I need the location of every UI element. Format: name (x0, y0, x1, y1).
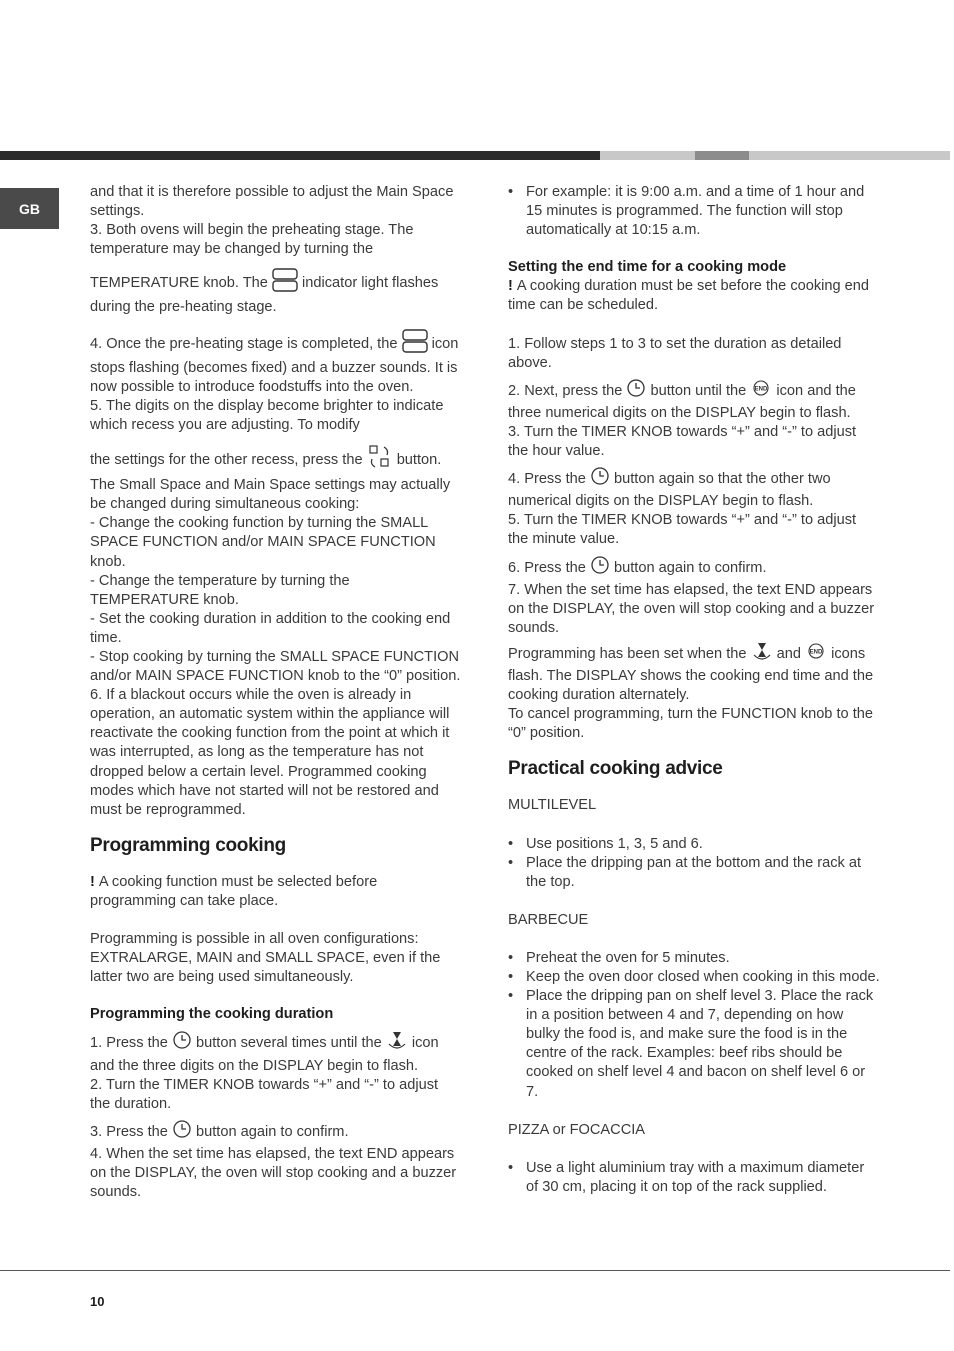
step: 2. Next, press the button until the END icon and the three numerical digits on the DISPLAY begin to flash. (508, 378, 880, 423)
paragraph: - Change the temperature by turning the TEMPERATURE knob. (90, 572, 350, 608)
header-bar-segment (695, 151, 749, 160)
hourglass-icon (751, 641, 773, 667)
subsection-heading: Setting the end time for a cooking mode (508, 259, 787, 276)
double-oven-icon (272, 268, 298, 298)
header-bar-segment (600, 151, 695, 160)
paragraph: - Set the cooking duration in addition to the cooking end time. (90, 610, 451, 646)
header-bar (0, 151, 600, 160)
category-label: PIZZA or FOCACCIA (508, 1121, 646, 1138)
paragraph: 4. Once the pre-heating stage is completed, the icon stops flashing (becomes fixed) and a buzzer sounds. It is now possible to introduce foodstuffs into the oven. (90, 329, 462, 397)
list-item: • Place the dripping pan on shelf level 3. Place the rack in a position between 4 and 7, depending on how bulky the food is, and make sure the food is in the centre of the rack. Examples: beef ribs should be cooked on shelf level 4 and bacon on shelf level 6 or 7. (508, 987, 880, 1102)
category-label: BARBECUE (508, 911, 589, 928)
subsection-heading: Programming the cooking duration (90, 1006, 334, 1023)
list-item: • Preheat the oven for 5 minutes. (508, 949, 880, 968)
section-heading: Practical cooking advice (508, 758, 723, 780)
paragraph: - Change the cooking function by turning the SMALL SPACE FUNCTION and/or MAIN SPACE FUNCTION knob. (90, 515, 436, 570)
hourglass-icon (386, 1030, 408, 1056)
paragraph: 6. If a blackout occurs while the oven is already in operation, an automatic system within the appliance will reactivate the cooking function from the point at which it was interrupted, as long as the temperature has not dropped below a certain level. Programmed cooking modes which have not started will not be restored and must be reprogrammed. (90, 687, 450, 818)
clock-icon (172, 1119, 192, 1145)
svg-text:END: END (809, 649, 823, 656)
language-tab: GB (0, 188, 59, 229)
step: 5. Turn the TIMER KNOB towards “+” and “-” to adjust the minute value. (508, 512, 857, 548)
paragraph: Programming has been set when the and END icons flash. The DISPLAY shows the cooking end time and the cooking duration alternately. (508, 641, 880, 705)
paragraph: 5. The digits on the display become brighter to indicate which recess you are adjusting. To modify (90, 397, 444, 433)
category-label: MULTILEVEL (508, 797, 597, 814)
list-item: • Use positions 1, 3, 5 and 6. (508, 835, 880, 854)
header-bar-segment (749, 151, 950, 160)
paragraph: 3. Both ovens will begin the preheating stage. The temperature may be changed by turning the (90, 222, 414, 258)
paragraph: - Stop cooking by turning the SMALL SPACE FUNCTION and/or MAIN SPACE FUNCTION knob to the “0” position. (90, 648, 461, 685)
step: 4. When the set time has elapsed, the text END appears on the DISPLAY, the oven will stop cooking and a buzzer sounds. (90, 1145, 457, 1201)
section-heading: Programming cooking (90, 834, 286, 856)
left-column (90, 183, 462, 1202)
warning-icon: ! (508, 278, 517, 295)
list-item: • Place the dripping pan at the bottom and the rack at the top. (508, 854, 880, 892)
page-number: 10 (90, 1294, 105, 1309)
footer-divider (0, 1270, 950, 1271)
clock-icon (172, 1030, 192, 1056)
double-oven-icon (402, 329, 428, 359)
switch-recess-icon (367, 444, 393, 476)
step: 4. Press the button again so that the other two numerical digits on the DISPLAY begin to flash. (508, 466, 880, 511)
clock-icon (590, 466, 610, 492)
warning-note: ! A cooking function must be selected before programming can take place. (90, 873, 378, 909)
list-item: • Use a light aluminium tray with a maximum diameter of 30 cm, placing it on top of the rack supplied. (508, 1159, 880, 1197)
paragraph: TEMPERATURE knob. The indicator light flashes during the pre-heating stage. (90, 268, 462, 317)
clock-icon (590, 555, 610, 581)
step: 7. When the set time has elapsed, the text END appears on the DISPLAY, the oven will stop cooking and a buzzer sounds. (508, 581, 875, 636)
step: 2. Turn the TIMER KNOB towards “+” and “-” to adjust the duration. (90, 1076, 439, 1112)
clock-icon (626, 378, 646, 404)
step: 1. Press the button several times until the icon and the three digits on the DISPLAY begin to flash. (90, 1030, 462, 1075)
warning-icon: ! (90, 873, 99, 890)
right-column (508, 183, 880, 1197)
step: 1. Follow steps 1 to 3 to set the duration as detailed above. (508, 335, 842, 371)
svg-text:END: END (754, 386, 768, 393)
warning-note: ! A cooking duration must be set before the cooking end time can be scheduled. (508, 278, 870, 314)
paragraph: To cancel programming, turn the FUNCTION knob to the “0” position. (508, 706, 873, 742)
list-item: • Keep the oven door closed when cooking in this mode. (508, 968, 880, 987)
paragraph: the settings for the other recess, press the button. The Small Space and Main Space settings may actually be changed during simultaneous cooking: (90, 444, 462, 514)
step: 3. Press the button again to confirm. (90, 1119, 462, 1145)
paragraph: and that it is therefore possible to adjust the Main Space settings. (90, 184, 454, 220)
paragraph: Programming is possible in all oven configurations: EXTRALARGE, MAIN and SMALL SPACE, even if the latter two are being used simultaneously. (90, 931, 441, 986)
step: 3. Turn the TIMER KNOB towards “+” and “-” to adjust the hour value. (508, 423, 857, 460)
list-item: • For example: it is 9:00 a.m. and a time of 1 hour and 15 minutes is programmed. The function will stop automatically at 10:15 a.m. (508, 183, 880, 240)
end-icon (750, 379, 772, 403)
end-icon (805, 642, 827, 666)
step: 6. Press the button again to confirm. (508, 555, 880, 581)
